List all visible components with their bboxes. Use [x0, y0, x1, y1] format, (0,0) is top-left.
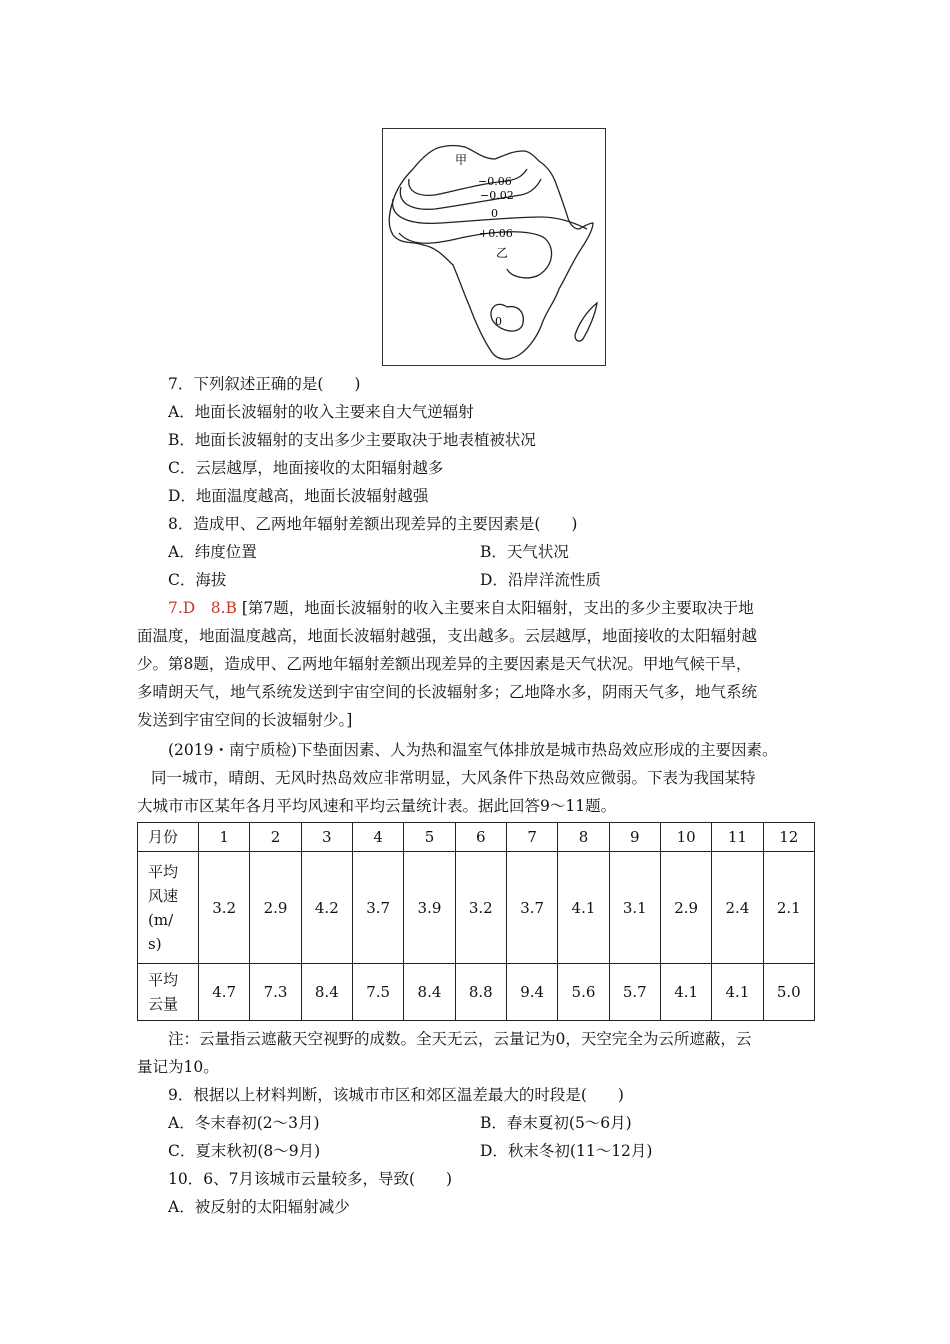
table-cell-cloud: 4.1	[660, 964, 711, 1021]
table-cell-cloud: 4.7	[199, 964, 250, 1021]
wind-cloud-table	[137, 822, 815, 1021]
table-cell-wind: 3.1	[609, 852, 660, 964]
table-cell-cloud: 5.0	[763, 964, 814, 1021]
table-cell-cloud: 9.4	[506, 964, 557, 1021]
table-cell-wind: 4.1	[558, 852, 609, 964]
table-cell-wind: 3.7	[506, 852, 557, 964]
table-cell-month: 4	[352, 823, 403, 852]
isoline-label-zero: 0	[491, 207, 498, 220]
table-cell-month: 12	[763, 823, 814, 852]
q7-option-a: A．地面长波辐射的收入主要来自大气逆辐射	[168, 403, 474, 421]
isoline-plus-006	[399, 232, 552, 278]
table-cell-month: 3	[301, 823, 352, 852]
q8-option-b: B．天气状况	[480, 543, 569, 561]
table-cell-wind: 2.1	[763, 852, 814, 964]
table-cell-wind: 4.2	[301, 852, 352, 964]
answer-7-8-line5: 发送到宇宙空间的长波辐射少。]	[137, 711, 353, 729]
table-row-cloud	[138, 964, 815, 1021]
table-row-months	[138, 823, 815, 852]
table-cell-cloud: 4.1	[712, 964, 763, 1021]
table-cell-month: 9	[609, 823, 660, 852]
q9-stem: 9．根据以上材料判断，该城市市区和郊区温差最大的时段是( )	[168, 1086, 624, 1104]
table-cell-wind: 2.9	[250, 852, 301, 964]
q8-option-c: C．海拔	[168, 571, 227, 589]
isoline-zero	[393, 199, 587, 229]
table-cell-cloud: 5.6	[558, 964, 609, 1021]
table-cell-cloud: 8.8	[455, 964, 506, 1021]
table-cell-month: 6	[455, 823, 506, 852]
map-label-yi: 乙	[496, 246, 509, 260]
answer-7-8-line2: 面温度，地面温度越高，地面长波辐射越强，支出越多。云层越厚，地面接收的太阳辐射越	[137, 627, 758, 645]
answer-7-8-line4: 多晴朗天气，地气系统发送到宇宙空间的长波辐射多；乙地降水多，阴雨天气多，地气系统	[137, 683, 758, 701]
q9-option-d: D．秋末冬初(11～12月)	[480, 1142, 653, 1160]
table-cell-wind: 2.4	[712, 852, 763, 964]
table-cell-month: 1	[199, 823, 250, 852]
table-cell-month: 2	[250, 823, 301, 852]
q7-option-d: D．地面温度越高，地面长波辐射越强	[168, 487, 429, 505]
q8-option-a: A．纬度位置	[168, 543, 257, 561]
isoline-label-zero-south: 0	[495, 315, 502, 328]
table-cell-wind: 3.9	[404, 852, 455, 964]
table-header-month: 月份	[138, 823, 199, 852]
q8-stem: 8．造成甲、乙两地年辐射差额出现差异的主要因素是( )	[168, 515, 578, 533]
q10-option-a: A．被反射的太阳辐射减少	[168, 1198, 350, 1216]
answer-7-8-line1	[168, 596, 754, 618]
table-cell-month: 10	[660, 823, 711, 852]
q9-option-a: A．冬末春初(2～3月)	[168, 1114, 320, 1132]
table-cell-cloud: 5.7	[609, 964, 660, 1021]
q7-stem: 7．下列叙述正确的是( )	[168, 375, 361, 393]
answer-7-8-line3: 少。第8题，造成甲、乙两地年辐射差额出现差异的主要因素是天气状况。甲地气候干旱，	[137, 655, 752, 673]
isoline-label-plus-006: +0.06	[479, 227, 513, 240]
material-line2: 同一城市，晴朗、无风时热岛效应非常明显，大风条件下热岛效应微弱。下表为我国某特	[151, 769, 756, 787]
table-cell-cloud: 8.4	[404, 964, 455, 1021]
q9-option-b: B．春末夏初(5～6月)	[480, 1114, 632, 1132]
isoline-label-minus-006: −0.06	[478, 175, 512, 188]
isoline-label-minus-002: −0.02	[480, 189, 514, 202]
table-cell-wind: 3.7	[352, 852, 403, 964]
table-header-wind: 平均 风速 (m/ s)	[138, 852, 199, 964]
q7-option-c: C．云层越厚，地面接收的太阳辐射越多	[168, 459, 444, 477]
table-cell-cloud: 8.4	[301, 964, 352, 1021]
table-note-line2: 量记为10。	[137, 1058, 219, 1076]
q9-option-c: C．夏末秋初(8～9月)	[168, 1142, 321, 1160]
table-cell-month: 8	[558, 823, 609, 852]
answer-explanation-start: [第7题，地面长波辐射的收入主要来自太阳辐射，支出的多少主要取决于地	[241, 599, 754, 617]
q10-stem: 10．6、7月该城市云量较多，导致( )	[168, 1170, 453, 1188]
africa-map-svg	[383, 129, 605, 365]
answer-key: 7.D 8.B	[168, 599, 237, 617]
table-cell-wind: 2.9	[660, 852, 711, 964]
table-row-wind	[138, 852, 815, 964]
table-cell-wind: 3.2	[199, 852, 250, 964]
africa-radiation-map	[382, 128, 606, 366]
table-cell-month: 7	[506, 823, 557, 852]
table-note-line1: 注：云量指云遮蔽天空视野的成数。全天无云，云量记为0，天空完全为云所遮蔽，云	[168, 1030, 752, 1048]
map-label-jia: 甲	[455, 153, 468, 167]
q7-option-b: B．地面长波辐射的支出多少主要取决于地表植被状况	[168, 431, 536, 449]
q8-option-d: D．沿岸洋流性质	[480, 571, 601, 589]
material-line1: (2019・南宁质检)下垫面因素、人为热和温室气体排放是城市热岛效应形成的主要因素。	[168, 741, 778, 759]
table-cell-month: 5	[404, 823, 455, 852]
table-cell-wind: 3.2	[455, 852, 506, 964]
table-header-cloud: 平均 云量	[138, 964, 199, 1021]
table-cell-cloud: 7.5	[352, 964, 403, 1021]
madagascar	[575, 303, 597, 341]
table-cell-cloud: 7.3	[250, 964, 301, 1021]
table-cell-month: 11	[712, 823, 763, 852]
material-line3: 大城市市区某年各月平均风速和平均云量统计表。据此回答9～11题。	[137, 797, 617, 815]
